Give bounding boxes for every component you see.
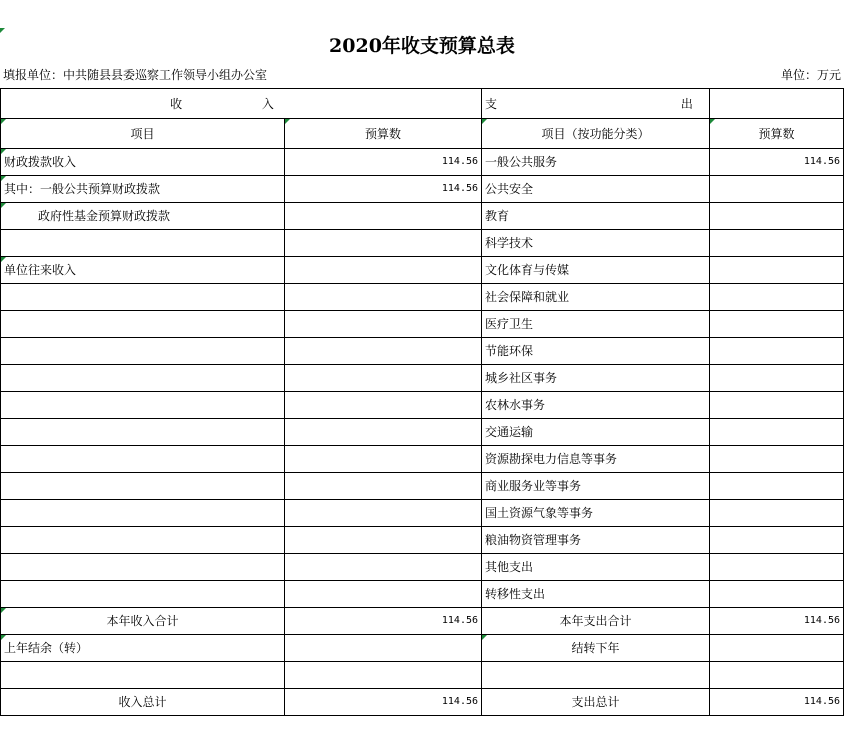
table-row [1, 419, 844, 446]
income-item-cell [1, 230, 285, 257]
expense-amount-cell [710, 419, 844, 446]
expense-amount-cell: 114.56 [710, 689, 844, 716]
expense-item-cell: 教育 [482, 203, 710, 230]
income-item-cell: 收入总计 [1, 689, 285, 716]
income-item-cell [1, 446, 285, 473]
blank-header [710, 89, 844, 119]
income-amount-cell: 114.56 [285, 608, 482, 635]
table-row [1, 311, 844, 338]
header-row-2 [1, 119, 844, 149]
income-item-cell [1, 338, 285, 365]
table-row [1, 230, 844, 257]
income-budget-header: 预算数 [285, 119, 482, 149]
expense-amount-cell [710, 527, 844, 554]
income-amount-cell [285, 365, 482, 392]
income-item-cell [1, 554, 285, 581]
expense-amount-cell [710, 581, 844, 608]
expense-item-header: 项目（按功能分类） [482, 119, 710, 149]
expense-item-cell: 医疗卫生 [482, 311, 710, 338]
income-item-header: 项目 [1, 119, 285, 149]
table-row [1, 554, 844, 581]
expense-amount-cell [710, 311, 844, 338]
expense-amount-cell [710, 203, 844, 230]
table-row [1, 446, 844, 473]
income-item-cell: 财政拨款收入 [1, 149, 285, 176]
income-amount-cell [285, 230, 482, 257]
table-row [1, 176, 844, 203]
expense-amount-cell [710, 500, 844, 527]
expense-item-cell: 商业服务业等事务 [482, 473, 710, 500]
income-item-cell [1, 527, 285, 554]
income-amount-cell [285, 662, 482, 689]
income-amount-cell [285, 392, 482, 419]
table-row [1, 473, 844, 500]
expense-item-cell: 城乡社区事务 [482, 365, 710, 392]
expense-item-cell: 公共安全 [482, 176, 710, 203]
income-amount-cell [285, 203, 482, 230]
expense-amount-cell [710, 257, 844, 284]
expense-amount-cell [710, 230, 844, 257]
table-row [1, 662, 844, 689]
table-row [1, 284, 844, 311]
expense-amount-cell [710, 446, 844, 473]
expense-item-cell: 交通运输 [482, 419, 710, 446]
table-row [1, 608, 844, 635]
table-row [1, 581, 844, 608]
expense-amount-cell [710, 662, 844, 689]
income-item-cell: 本年收入合计 [1, 608, 285, 635]
expense-amount-cell [710, 473, 844, 500]
expense-amount-cell [710, 176, 844, 203]
header-row-1 [1, 89, 844, 119]
income-amount-cell [285, 446, 482, 473]
expense-amount-cell [710, 635, 844, 662]
expense-amount-cell [710, 392, 844, 419]
currency-unit: 单位：万元 [780, 68, 841, 82]
expense-item-cell: 文化体育与传媒 [482, 257, 710, 284]
income-item-cell: 其中：一般公共预算财政拨款 [1, 176, 285, 203]
expense-item-cell [482, 662, 710, 689]
income-amount-cell [285, 527, 482, 554]
income-amount-cell: 114.56 [285, 176, 482, 203]
table-row [1, 527, 844, 554]
income-amount-cell: 114.56 [285, 149, 482, 176]
income-item-cell [1, 473, 285, 500]
table-row [1, 689, 844, 716]
expense-item-cell: 其他支出 [482, 554, 710, 581]
expense-item-cell: 农林水事务 [482, 392, 710, 419]
table-row [1, 365, 844, 392]
expense-header: 支 出 [482, 89, 710, 119]
expense-amount-cell: 114.56 [710, 149, 844, 176]
income-item-cell [1, 365, 285, 392]
income-item-cell [1, 419, 285, 446]
income-amount-cell [285, 554, 482, 581]
income-item-cell [1, 311, 285, 338]
expense-item-cell: 支出总计 [482, 689, 710, 716]
table-row [1, 149, 844, 176]
reporting-unit: 填报单位：中共随县县委巡察工作领导小组办公室 [3, 68, 268, 82]
expense-item-cell: 科学技术 [482, 230, 710, 257]
page-title: 2020年收支预算总表 [329, 35, 515, 57]
table-row [1, 392, 844, 419]
income-item-cell [1, 392, 285, 419]
income-amount-cell: 114.56 [285, 689, 482, 716]
expense-item-cell: 国土资源气象等事务 [482, 500, 710, 527]
expense-item-cell: 一般公共服务 [482, 149, 710, 176]
income-amount-cell [285, 500, 482, 527]
expense-amount-cell [710, 338, 844, 365]
income-item-cell [1, 500, 285, 527]
table-row [1, 203, 844, 230]
income-amount-cell [285, 581, 482, 608]
income-amount-cell [285, 635, 482, 662]
expense-item-cell: 粮油物资管理事务 [482, 527, 710, 554]
income-amount-cell [285, 338, 482, 365]
expense-amount-cell [710, 365, 844, 392]
income-amount-cell [285, 473, 482, 500]
expense-item-cell: 资源勘探电力信息等事务 [482, 446, 710, 473]
income-amount-cell [285, 311, 482, 338]
income-item-cell [1, 284, 285, 311]
expense-item-cell: 转移性支出 [482, 581, 710, 608]
expense-amount-cell [710, 284, 844, 311]
expense-item-cell: 本年支出合计 [482, 608, 710, 635]
expense-item-cell: 结转下年 [482, 635, 710, 662]
income-amount-cell [285, 419, 482, 446]
income-item-cell: 单位往来收入 [1, 257, 285, 284]
expense-amount-cell [710, 554, 844, 581]
income-amount-cell [285, 257, 482, 284]
table-row [1, 635, 844, 662]
table-row [1, 500, 844, 527]
income-item-cell [1, 581, 285, 608]
expense-budget-header: 预算数 [710, 119, 844, 149]
income-item-cell [1, 662, 285, 689]
income-item-cell: 上年结余（转） [1, 635, 285, 662]
income-item-cell: 政府性基金预算财政拨款 [1, 203, 285, 230]
table-row [1, 257, 844, 284]
expense-item-cell: 节能环保 [482, 338, 710, 365]
budget-table [0, 88, 844, 716]
income-header: 收 入 [1, 89, 482, 119]
expense-item-cell: 社会保障和就业 [482, 284, 710, 311]
expense-amount-cell: 114.56 [710, 608, 844, 635]
table-row [1, 338, 844, 365]
income-amount-cell [285, 284, 482, 311]
